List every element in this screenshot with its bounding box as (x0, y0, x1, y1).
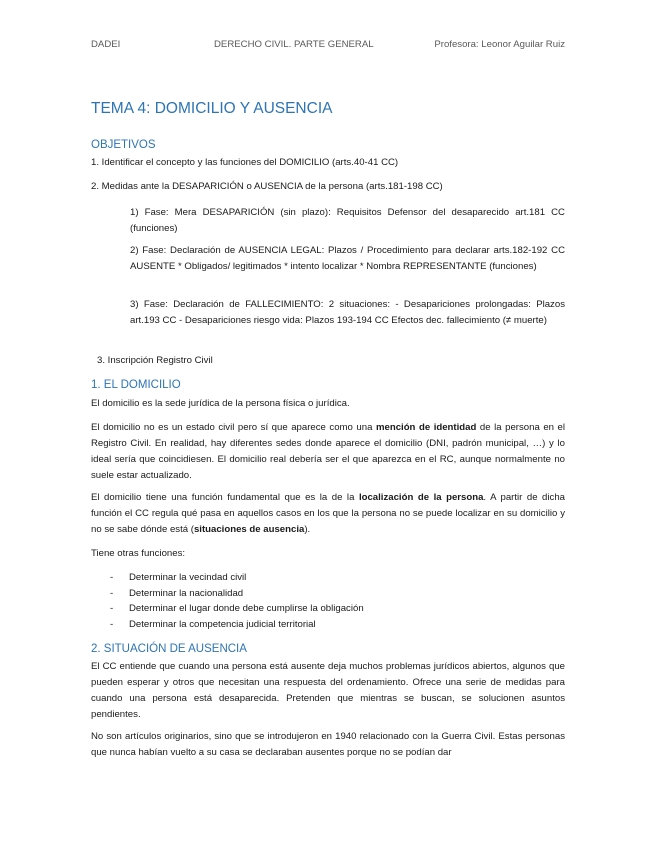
document-title: TEMA 4: DOMICILIO Y AUSENCIA (91, 100, 333, 118)
domicilio-p2-b: de la persona en el Registro Civil. En realidad, hay diferentes sedes donde aparece el domicilio (DNI, padrón municipal, …) y lo ideal sería que coincidiesen. El domicilio real debería ser el que aparezca en el RC, aunque normalmente no suele estar actualizado. (91, 422, 565, 481)
ausencia-heading: 2. SITUACIÓN DE AUSENCIA (91, 643, 247, 655)
objetivo-item-3: 3. Inscripción Registro Civil (97, 355, 213, 366)
header-professor: Profesora: Leonor Aguilar Ruiz (434, 39, 565, 50)
list-item: - Determinar la competencia judicial territorial (91, 617, 565, 633)
domicilio-p2-bold: mención de identidad (375, 422, 477, 433)
functions-list (91, 570, 565, 632)
page-header (91, 39, 565, 53)
ausencia-p2: No son artículos originarios, sino que se introdujeron en 1940 relacionado con la Guerra Civil. Estas personas que nunca habían vuelto a su casa se declaraban ausentes porque no se podían dar (91, 731, 565, 758)
objetivo-item-1: 1. Identificar el concepto y las funciones del DOMICILIO (arts.40-41 CC) (91, 157, 399, 168)
bullet-dash: - (110, 587, 114, 599)
domicilio-p3-b: . A partir de dicha función el CC regula qué pasa en aquellos casos en los que la persona no se puede localizar en su domicilio y no se sabe dónde está ( (91, 492, 565, 535)
domicilio-heading: 1. EL DOMICILIO (91, 379, 181, 391)
list-item: - Determinar el lugar donde debe cumplirse la obligación (91, 601, 565, 617)
bullet-dash: - (110, 572, 114, 583)
objetivos-heading: OBJETIVOS (91, 139, 156, 151)
objetivo-item-2: 2. Medidas ante la DESAPARICIÓN o AUSENCIA de la persona (arts.181-198 CC) (91, 181, 443, 192)
domicilio-p2 (91, 420, 565, 484)
fase-1: 1) Fase: Mera DESAPARICIÓN (sin plazo): Requisitos Defensor del desaparecido art.181 CC (funciones) (130, 207, 565, 234)
list-item: - Determinar la vecindad civil (91, 570, 565, 586)
domicilio-p3-c: ). (304, 524, 311, 535)
domicilio-p3-a: El domicilio tiene una función fundamental que es la de la (91, 492, 359, 503)
header-subject: DERECHO CIVIL. PARTE GENERAL (214, 39, 374, 50)
fase-2: 2) Fase: Declaración de AUSENCIA LEGAL: Plazos / Procedimiento para declarar arts.182-192 CC AUSENTE * Obligados/ legitimados * intento localizar * Nombra REPRESENTANTE (funciones) (130, 245, 565, 272)
domicilio-p3-bold2: situaciones de ausencia (193, 524, 305, 535)
domicilio-p2-a: El domicilio no es un estado civil pero sí que aparece como una (91, 422, 376, 433)
list-item: - Determinar la nacionalidad (91, 586, 565, 602)
ausencia-p1: El CC entiende que cuando una persona está ausente deja muchos problemas jurídicos abiertos, algunos que pueden esperar y otros que necesitan una respuesta del ordenamiento. Ofrece una serie de medidas para cuando una persona está desaparecida. Pretenden que mientras se buscan, se solucionen asuntos pendientes. (91, 661, 565, 720)
bullet-dash: - (110, 618, 114, 630)
domicilio-p4: Tiene otras funciones: (91, 548, 186, 559)
fase-3: 3) Fase: Declaración de FALLECIMIENTO: 2 situaciones: - Desapariciones prolongadas: Plazos art.193 CC - Desapariciones riesgo vida: Plazos 193-194 CC Efectos dec. fallecimiento (≠ muerte) (130, 299, 565, 326)
domicilio-p3 (91, 490, 565, 538)
bullet-dash: - (110, 603, 114, 614)
header-course-code: DADEI (91, 39, 121, 50)
domicilio-p3-bold1: localización de la persona (358, 492, 484, 503)
domicilio-p1: El domicilio es la sede jurídica de la persona física o jurídica. (91, 398, 350, 409)
